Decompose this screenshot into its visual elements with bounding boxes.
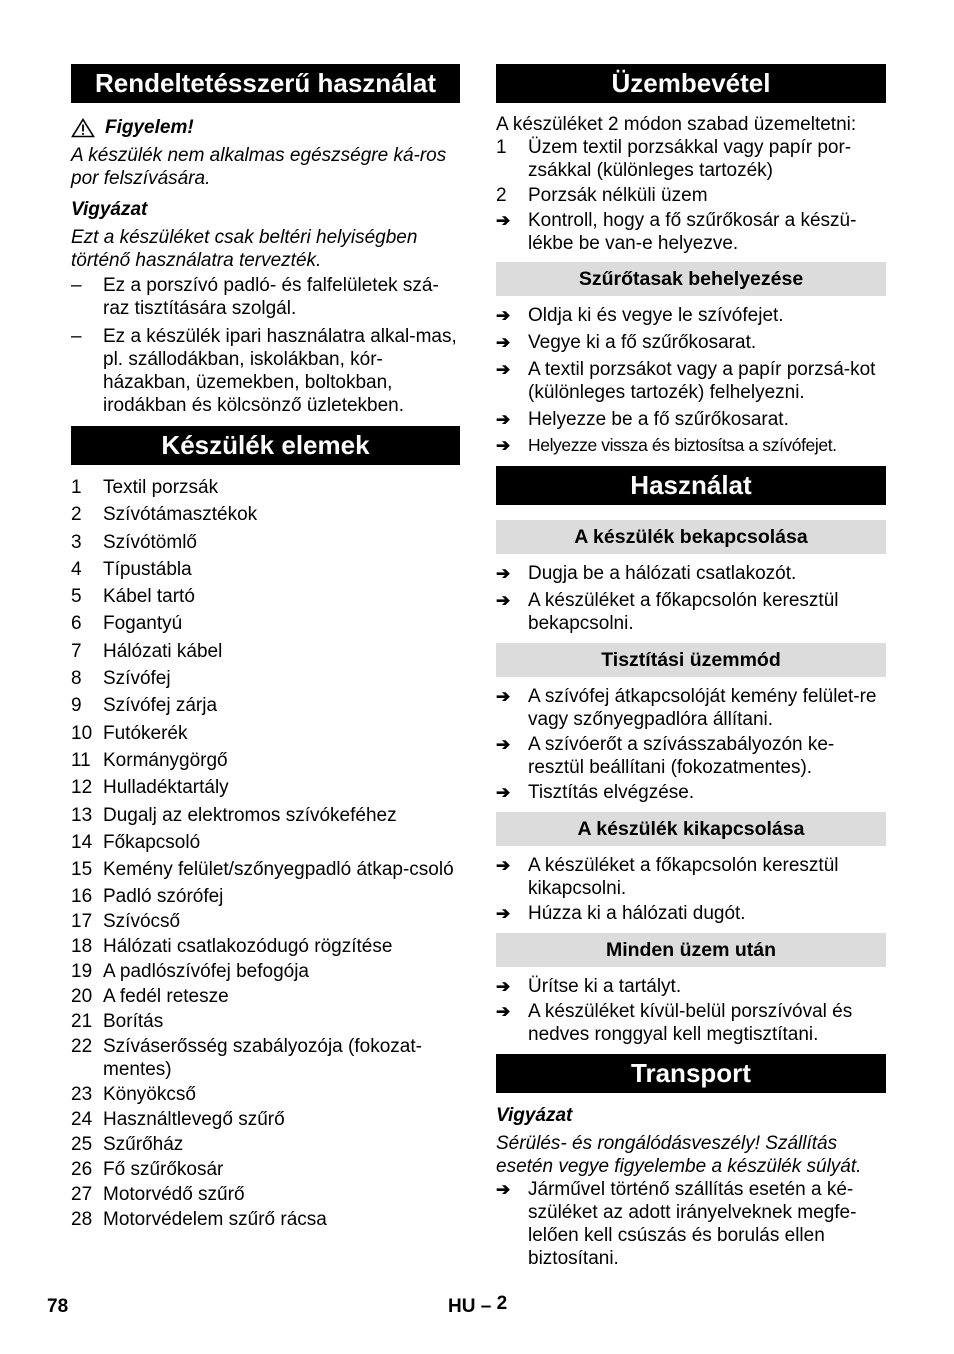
list-number: 3 [71, 531, 82, 553]
list-number: 19 [71, 961, 93, 983]
list-item-text: Textil porzsák [103, 477, 219, 498]
list-number: 28 [71, 1209, 93, 1231]
switch-off-steps [496, 854, 886, 925]
list-number: 15 [71, 859, 93, 881]
list-item [496, 781, 886, 804]
arrow-icon: ➔ [496, 333, 511, 352]
list-item [71, 722, 460, 745]
list-item [496, 1000, 886, 1046]
list-item [71, 776, 460, 799]
left-column [71, 64, 460, 1231]
list-item-text: Ez a készülék ipari használatra alkal-mas, pl. szállodákban, iskolákban, kór-házakban, üzemekben, boltokban, irodákban és kölcsönző üzletekben. [103, 326, 457, 416]
arrow-icon: ➔ [496, 904, 511, 923]
list-item-text: A szívóerőt a szívásszabályozón ke-resztül beállítani (fokozatmentes). [528, 734, 835, 778]
arrow-icon: ➔ [496, 410, 511, 429]
intro-text: A készüléket 2 módon szabad üzemeltetni: [496, 114, 857, 135]
list-item [71, 585, 460, 608]
section-title-start-up: Üzembevétel [496, 64, 886, 103]
list-item [71, 612, 460, 635]
list-item [71, 1035, 460, 1081]
list-number: 1 [71, 477, 82, 498]
page-sub-number: 2 [496, 1293, 508, 1314]
list-number: 2 [71, 504, 82, 526]
list-item [71, 1158, 460, 1181]
list-item-text: Ez a porszívó padló- és falfelületek szá-raz tisztítására szolgál. [103, 275, 439, 319]
list-number: 16 [71, 886, 93, 908]
cleaning-mode-steps [496, 685, 886, 804]
list-item-text: Kábel tartó [103, 586, 195, 608]
list-number: 24 [71, 1109, 93, 1131]
list-item-text: Kormánygörgő [103, 749, 228, 771]
list-number: 11 [71, 749, 91, 771]
list-item-text: Fogantyú [103, 613, 183, 635]
arrow-icon: ➔ [496, 735, 511, 754]
list-item [496, 854, 886, 900]
arrow-icon: ➔ [496, 211, 511, 230]
list-item-text: Dugalj az elektromos szívókeféhez [103, 804, 397, 826]
list-number: 21 [71, 1011, 93, 1033]
list-item-text: Szíváserősség szabályozója (fokozat-mentes) [103, 1036, 422, 1081]
list-item [71, 985, 460, 1008]
list-item [71, 935, 460, 958]
list-item [71, 503, 460, 526]
subsection-title-switch-on: A készülék bekapcsolása [496, 520, 886, 554]
arrow-icon: ➔ [496, 1002, 511, 1021]
list-number: 9 [71, 695, 82, 717]
arrow-icon: ➔ [496, 591, 511, 610]
list-item-text: Szívófej [103, 668, 171, 690]
list-number: 25 [71, 1134, 93, 1156]
right-column [496, 64, 886, 1270]
list-item [496, 589, 886, 635]
warning-text: A készülék nem alkalmas egészségre ká-ros por felszívására. [71, 145, 447, 189]
list-number: 7 [71, 640, 82, 662]
list-item-text: Porzsák nélküli üzem [528, 185, 708, 206]
list-item [71, 640, 460, 663]
caution-text: Ezt a készüléket csak beltéri helyiségben történő használatra tervezték. [71, 227, 418, 271]
list-item-text: Ürítse ki a tartályt. [528, 976, 682, 997]
list-item-text: Padló szórófej [103, 886, 224, 908]
list-number: 20 [71, 986, 93, 1008]
subsection-title-cleaning-mode: Tisztítási üzemmód [496, 643, 886, 677]
list-item [71, 531, 460, 554]
list-number: 17 [71, 911, 93, 933]
page-number: 78 [47, 1296, 69, 1317]
list-item [496, 434, 886, 457]
list-item-text: Szívófej zárja [103, 695, 218, 717]
list-item-text: Kontroll, hogy a fő szűrőkosár a készü-lékbe be van-e helyezve. [528, 210, 857, 254]
list-item [71, 1010, 460, 1033]
list-number: 6 [71, 613, 82, 635]
list-item-text: Hulladéktartály [103, 777, 229, 799]
list-number: 12 [71, 777, 93, 799]
list-number: 5 [71, 586, 82, 608]
list-item [496, 1178, 886, 1270]
list-item-text: Szívótámasztékok [103, 504, 258, 526]
list-item [496, 975, 886, 998]
subsection-title-filter-bag: Szűrőtasak behelyezése [496, 262, 886, 296]
list-item [71, 831, 460, 854]
list-number: 18 [71, 936, 93, 958]
list-item-text: Helyezze vissza és biztosítsa a szívófejet. [528, 435, 837, 455]
subsection-title-switch-off: A készülék kikapcsolása [496, 812, 886, 846]
list-item-text: Főkapcsoló [103, 831, 201, 853]
warning-triangle-icon [71, 118, 95, 138]
list-item-text: Használtlevegő szűrő [103, 1109, 285, 1131]
list-number: 10 [71, 722, 93, 744]
caution-text: Sérülés- és rongálódásveszély! Szállítás esetén vegye figyelembe a készülék súlyát. [496, 1133, 862, 1177]
list-number: 14 [71, 831, 93, 853]
list-item [71, 558, 460, 581]
list-item-text: A fedél retesze [103, 986, 229, 1008]
list-item-text: Motorvédelem szűrő rácsa [103, 1209, 327, 1231]
list-item-text: Helyezze be a fő szűrőkosarat. [528, 409, 789, 430]
arrow-icon: ➔ [496, 977, 511, 996]
list-item [71, 749, 460, 772]
list-item [71, 325, 460, 417]
list-item-text: Üzem textil porzsákkal vagy papír por-zsákkal (különleges tartozék) [528, 137, 852, 181]
list-item [496, 358, 886, 404]
list-item [496, 304, 886, 327]
subsection-title-after-use: Minden üzem után [496, 933, 886, 967]
arrow-icon: ➔ [496, 360, 511, 379]
list-number: 27 [71, 1184, 93, 1206]
arrow-icon: ➔ [496, 1180, 511, 1199]
list-item-text: Hálózati csatlakozódugó rögzítése [103, 936, 393, 958]
list-item-text: Motorvédő szűrő [103, 1184, 245, 1206]
list-item-text: Szívócső [103, 911, 181, 933]
caution-label: Vigyázat [71, 199, 148, 220]
list-item-text: Könyökcső [103, 1084, 196, 1106]
list-number: 8 [71, 668, 82, 690]
list-item [71, 694, 460, 717]
list-item [496, 733, 886, 779]
list-item-text: Szívótömlő [103, 531, 197, 553]
list-item-text: A készüléket kívül-belül porszívóval és nedves ronggyal kell megtisztítani. [528, 1001, 853, 1045]
footer-dash: – [480, 1296, 492, 1317]
list-item-text: A padlószívófej befogója [103, 961, 309, 983]
list-item-text: A szívófej átkapcsolóját kemény felület-re vagy szőnyegpadlóra állítani. [528, 686, 877, 730]
list-item-text: Vegye ki a fő szűrőkosarat. [528, 332, 757, 353]
section-title-usage: Használat [496, 466, 886, 505]
arrow-icon: ➔ [496, 856, 511, 875]
arrow-icon: ➔ [496, 687, 511, 706]
list-number: 22 [71, 1036, 93, 1058]
list-item [71, 1108, 460, 1131]
list-number: 23 [71, 1084, 93, 1106]
list-item [496, 136, 886, 182]
list-item-text: Hálózati kábel [103, 640, 223, 662]
list-item-text: Kemény felület/szőnyegpadló átkap-csoló [103, 859, 454, 881]
list-item-text: Húzza ki a hálózati dugót. [528, 903, 746, 924]
section-title-transport: Transport [496, 1054, 886, 1093]
after-use-steps [496, 975, 886, 1046]
list-item-text: Futókerék [103, 722, 188, 744]
list-number: 26 [71, 1159, 93, 1181]
list-item [496, 209, 886, 255]
list-item [496, 331, 886, 354]
list-item [71, 960, 460, 983]
list-item [71, 1133, 460, 1156]
list-item [71, 885, 460, 908]
list-item [71, 1208, 460, 1231]
warning-label: Figyelem! [105, 117, 194, 138]
list-number: 2 [496, 185, 507, 206]
list-item [496, 685, 886, 731]
list-item [496, 562, 886, 585]
list-item-text: Fő szűrőkosár [103, 1159, 224, 1181]
list-item-text: Tisztítás elvégzése. [528, 782, 695, 803]
section-title-intended-use: Rendeltetésszerű használat [71, 64, 460, 103]
list-item-text: Járművel történő szállítás esetén a ké-szüléket az adott irányelveknek megfe-lelően kell csúszás és borulás ellen biztosítani. [528, 1179, 857, 1269]
list-item [71, 1083, 460, 1106]
list-item-text: Dugja be a hálózati csatlakozót. [528, 563, 797, 584]
list-number: 1 [496, 137, 507, 158]
arrow-icon: ➔ [496, 306, 511, 325]
caution-label: Vigyázat [496, 1105, 573, 1126]
warning-row [71, 116, 460, 139]
dash-bullet: – [71, 326, 82, 347]
list-item-text: A készüléket a főkapcsolón keresztül bekapcsolni. [528, 590, 839, 634]
parts-list [71, 476, 460, 1231]
switch-on-steps [496, 562, 886, 635]
list-item [496, 184, 886, 207]
list-item [496, 902, 886, 925]
list-item-text: Borítás [103, 1011, 164, 1033]
list-item-text: Szűrőház [103, 1134, 184, 1156]
page-code [448, 1293, 508, 1318]
list-item [71, 274, 460, 320]
list-item [71, 858, 460, 881]
filter-bag-steps [496, 304, 886, 431]
list-item-text: A készüléket a főkapcsolón keresztül kikapcsolni. [528, 855, 839, 899]
list-item [496, 408, 886, 431]
arrow-icon: ➔ [496, 436, 510, 455]
list-item [71, 804, 460, 827]
arrow-icon: ➔ [496, 783, 511, 802]
list-number: 4 [71, 558, 82, 580]
list-item [71, 476, 460, 499]
list-item-text: Típustábla [103, 558, 192, 580]
list-item [71, 1183, 460, 1206]
arrow-icon: ➔ [496, 564, 511, 583]
list-item [71, 667, 460, 690]
list-item [71, 910, 460, 933]
list-number: 13 [71, 804, 93, 826]
section-title-parts: Készülék elemek [71, 426, 460, 465]
list-item-text: A textil porzsákot vagy a papír porzsá-kot (különleges tartozék) felhelyezni. [528, 359, 876, 403]
list-item-text: Oldja ki és vegye le szívófejet. [528, 305, 784, 326]
dash-bullet: – [71, 275, 82, 296]
language-code: HU [448, 1296, 476, 1317]
